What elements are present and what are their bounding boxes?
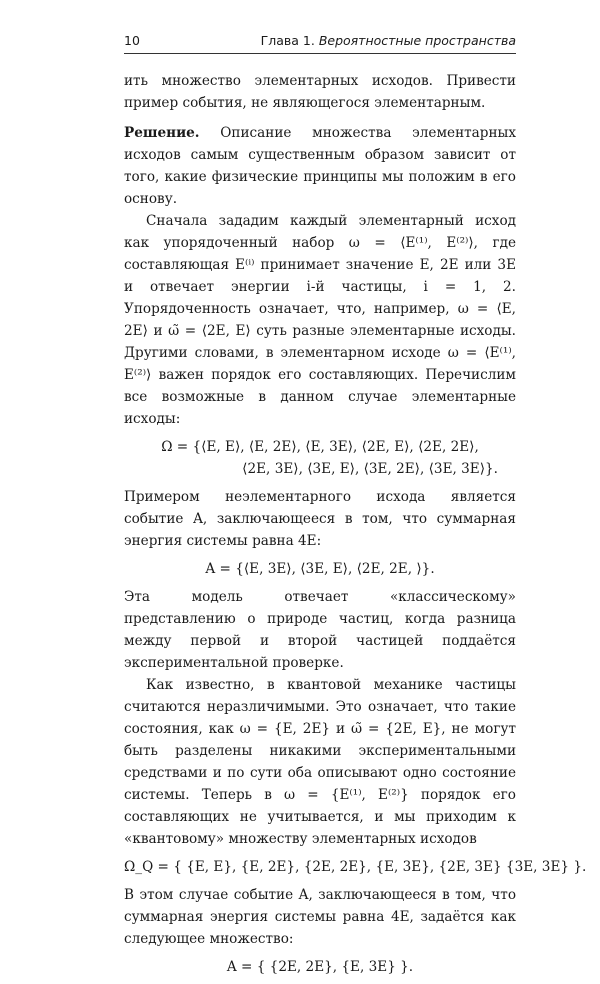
page-number: 10 [124, 33, 140, 48]
main-text [124, 70, 587, 984]
running-header [124, 31, 516, 54]
paragraph-classical-model: Эта модель отвечает «классическому» представлению о природе частиц, когда разница между первой и второй частицей поддаётся экспериментальной проверке. [124, 589, 516, 671]
omega-formula-line1: Ω = {⟨E, E⟩, ⟨E, 2E⟩, ⟨E, 3E⟩, ⟨2E, E⟩, ⟨2E, 2E⟩, [161, 439, 479, 455]
paragraph-solution [124, 122, 516, 210]
chapter-heading [261, 33, 516, 48]
chapter-title: Вероятностные пространства [318, 33, 516, 48]
paragraph-event-example: Примером неэлементарного исхода является событие A, заключающееся в том, что суммарная энергия системы равна 4E: [124, 489, 516, 549]
omega-quantum-formula: Ω_Q = { {E, E}, {E, 2E}, {2E, 2E}, {E, 3E}, {2E, 3E} {3E, 3E} }. [124, 859, 587, 875]
paragraph-ordered-outcomes: Сначала зададим каждый элементарный исход как упорядоченный набор ω = ⟨E⁽¹⁾, E⁽²⁾⟩, где составляющая E⁽ⁱ⁾ принимает значение E, 2E или 3E и отвечает энергии i-й частицы, i = 1, 2. Упорядоченность означает, что, например, ω = ⟨E, 2E⟩ и ω̃ = ⟨2E, E⟩ суть разные элементарные исходы. Другими словами, в элементарном исходе ω = ⟨E⁽¹⁾, E⁽²⁾⟩ важен порядок его составляющих. Перечислим все возможные в данном случае элементарные исходы: [124, 213, 516, 427]
solution-text: Описание множества элементарных исходов самым существенным образом зависит от того, какие физические принципы мы положим в его основу. [124, 125, 516, 207]
paragraph-continuation: ить множество элементарных исходов. Привести пример события, не являющегося элементарным. [124, 73, 516, 111]
paragraph-event-quantum: В этом случае событие A, заключающееся в том, что суммарная энергия системы равна 4E, задаётся как следующее множество: [124, 887, 516, 947]
chapter-label: Глава 1. [260, 33, 315, 48]
omega-formula-line2: ⟨2E, 3E⟩, ⟨3E, E⟩, ⟨3E, 2E⟩, ⟨3E, 3E⟩}. [242, 461, 498, 477]
event-a-quantum-formula: A = { {2E, 2E}, {E, 3E} }. [226, 959, 414, 975]
paragraph-quantum: Как известно, в квантовой механике частицы считаются неразличимыми. Это означает, что такие состояния, как ω = {E, 2E} и ω̃ = {2E, E}, не могут быть разделены никакими экспериментальными средствами и по сути оба описывают одно состояние системы. Теперь в ω = {E⁽¹⁾, E⁽²⁾} порядок его составляющих не учитывается, и мы приходим к «квантовому» множеству элементарных исходов [124, 677, 516, 847]
event-a-classical-formula: A = {⟨E, 3E⟩, ⟨3E, E⟩, ⟨2E, 2E, ⟩}. [205, 561, 435, 577]
solution-label: Решение. [124, 125, 200, 141]
